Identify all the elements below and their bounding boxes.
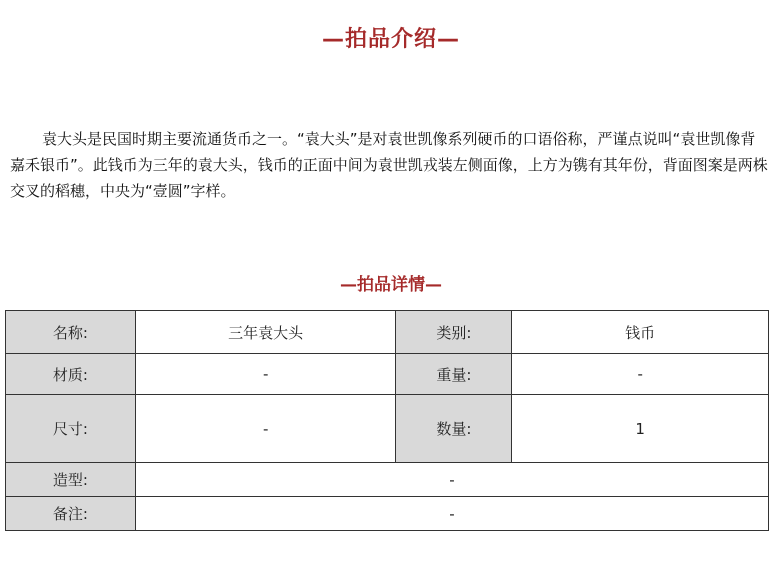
weight-label: 重量:: [396, 354, 512, 395]
table-row: [6, 395, 769, 463]
intro-title: —拍品介绍—: [321, 27, 460, 52]
material-value: -: [135, 354, 396, 395]
remark-value: -: [135, 497, 768, 531]
material-label: 材质:: [6, 354, 136, 395]
table-row: [6, 463, 769, 497]
shape-label: 造型:: [6, 463, 136, 497]
intro-paragraph: 袁大头是民国时期主要流通货币之一。“袁大头”是对袁世凯像系列硬币的口语俗称，严谨点说叫“袁世凯像背嘉禾银币”。此钱币为三年的袁大头，钱币的正面中间为袁世凯戎装左侧面像，上方为镌有其年份，背面图案是两株交叉的稻穗，中央为“壹圆”字样。: [10, 130, 768, 200]
size-value: -: [135, 395, 396, 463]
name-value: 三年袁大头: [135, 311, 396, 354]
details-table: [5, 310, 769, 531]
name-label: 名称:: [6, 311, 136, 354]
table-row: [6, 354, 769, 395]
table-row: [6, 311, 769, 354]
weight-value: -: [512, 354, 769, 395]
quantity-label: 数量:: [396, 395, 512, 463]
category-value: 钱币: [512, 311, 769, 354]
shape-value: -: [135, 463, 768, 497]
remark-label: 备注:: [6, 497, 136, 531]
table-row: [6, 497, 769, 531]
details-title: —拍品详情—: [340, 275, 442, 295]
category-label: 类别:: [396, 311, 512, 354]
size-label: 尺寸:: [6, 395, 136, 463]
quantity-value: 1: [512, 395, 769, 463]
